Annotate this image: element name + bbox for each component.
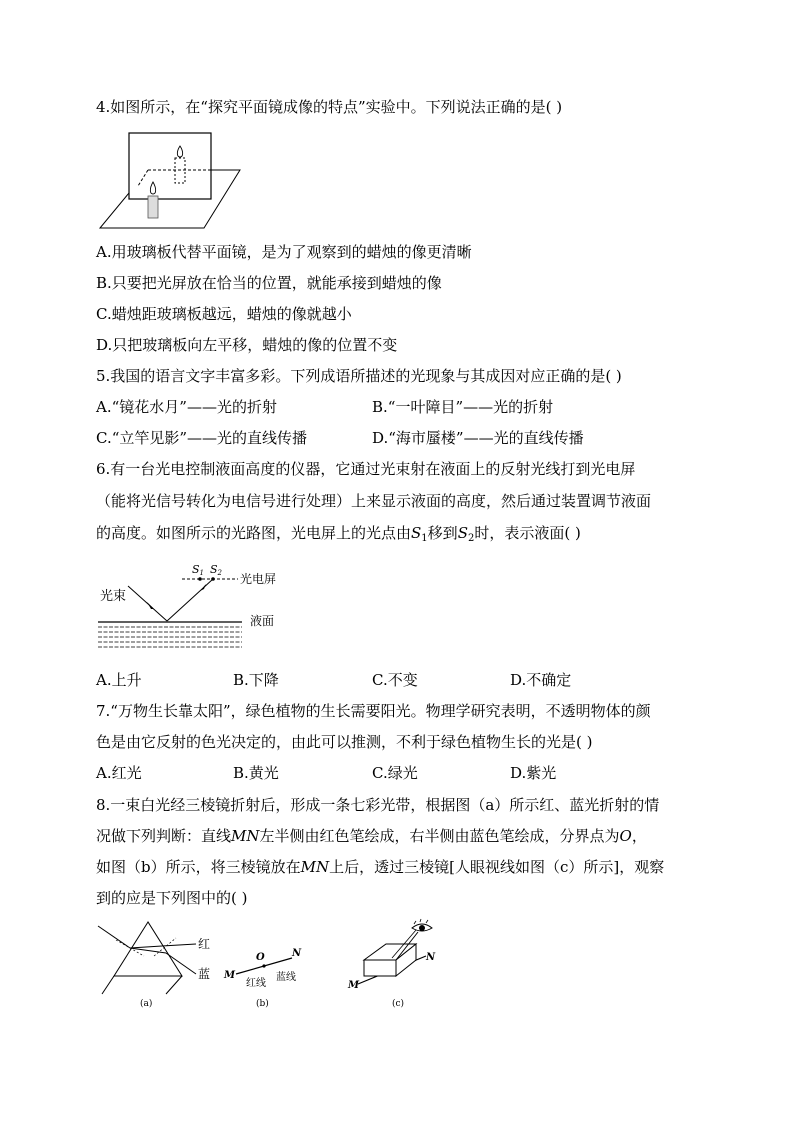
q7-option-c: C.绿光 [372,764,418,782]
red-line-label: 红线 [246,978,266,989]
q5-stem: 5.我国的语言文字丰富多彩。下列成语所描述的光现象与其成因对应正确的是( ) [96,367,622,385]
s2-point [211,577,215,581]
q8-line-2: 况做下列判断：直线MN左半侧由红色笔绘成，右半侧由蓝色笔绘成，分界点为O， [96,827,647,845]
q5-option-a: A.“镜花水月”——光的折射 [96,398,277,416]
q6-option-b: B.下降 [233,671,279,689]
q4-plane-mirror-figure [98,128,244,232]
eye-icon [412,919,432,931]
glass-plate [129,133,211,199]
q6-option-c: C.不变 [372,671,418,689]
q4-stem: 4.如图所示，在“探究平面镜成像的特点”实验中。下列说法正确的是( ) [96,98,563,116]
q6-option-d: D.不确定 [510,671,572,689]
q4-option-d: D.只把玻璃板向左平移，蜡烛的像的位置不变 [96,336,398,354]
q8-figure-a-prism [96,918,220,1010]
point-o [262,964,265,967]
q5-option-d: D.“海市蜃楼”——光的直线传播 [372,429,584,447]
q5-option-c: C.“立竿见影”——光的直线传播 [96,429,308,447]
q7-line-1: 7.“万物生长靠太阳”，绿色植物的生长需要阳光。物理学研究表明，不透明物体的颜 [96,702,651,720]
blue-line-label: 蓝线 [276,972,296,983]
q8-figure-c-prism-eye [346,918,442,1010]
n-label-c: N [426,952,436,963]
q8-line-4: 到的应是下列图中的( ) [96,889,248,907]
o-label: O [256,952,265,963]
q7-option-d: D.紫光 [510,764,557,782]
q4-option-b: B.只要把光屏放在恰当的位置，就能承接到蜡烛的像 [96,274,442,292]
candle [148,196,158,218]
q6-line-3: 的高度。如图所示的光路图，光电屏上的光点由$S_1$移到$S_2$时，表示液面( ) [96,524,581,544]
red-label: 红 [198,937,211,951]
n-label: N [292,948,302,959]
q6-line-1: 6.有一台光电控制液面高度的仪器，它通过光束射在液面上的反射光线打到光电屏 [96,460,636,478]
blue-label: 蓝 [198,967,211,981]
m-label-c: M [348,980,360,991]
incident-beam [128,586,167,621]
q5-option-b: B.“一叶障目”——光的折射 [372,398,554,416]
q4-option-c: C.蜡烛距玻璃板越远，蜡烛的像就越小 [96,305,352,323]
prism-front [364,960,396,976]
reflected-beam [167,579,213,621]
liquid-body [98,627,242,647]
q8-line-1: 8.一束白光经三棱镜折射后，形成一条七彩光带，根据图（a）所示红、蓝光折射的情 [96,796,660,814]
q4-option-a: A.用玻璃板代替平面镜，是为了观察到的蜡烛的像更清晰 [96,243,472,261]
q6-line-2: （能将光信号转化为电信号进行处理）上来显示液面的高度，然后通过装置调节液面 [96,492,652,510]
q8-figure-b-line [222,944,318,1010]
liquid-label: 液面 [250,614,275,628]
caption-a: (a) [140,999,153,1009]
q6-light-path-figure [96,562,296,662]
caption-c: (c) [392,999,405,1009]
q7-line-2: 色是由它反射的色光决定的，由此可以推测，不利于绿色植物生长的光是( ) [96,733,593,751]
q7-option-b: B.黄光 [233,764,279,782]
s1-point [198,577,202,581]
q6-option-a: A.上升 [96,671,142,689]
q7-option-a: A.红光 [96,764,142,782]
screen-label: 光电屏 [240,572,277,586]
s2-label: S2 [210,563,223,577]
caption-b: (b) [256,999,269,1009]
beam-label: 光束 [100,589,127,604]
s1-label: S1 [192,563,205,577]
prism [114,922,182,976]
m-label: M [224,970,236,981]
q8-line-3: 如图（b）所示，将三棱镜放在MN上后，透过三棱镜[人眼视线如图（c）所示]，观察 [96,858,665,876]
